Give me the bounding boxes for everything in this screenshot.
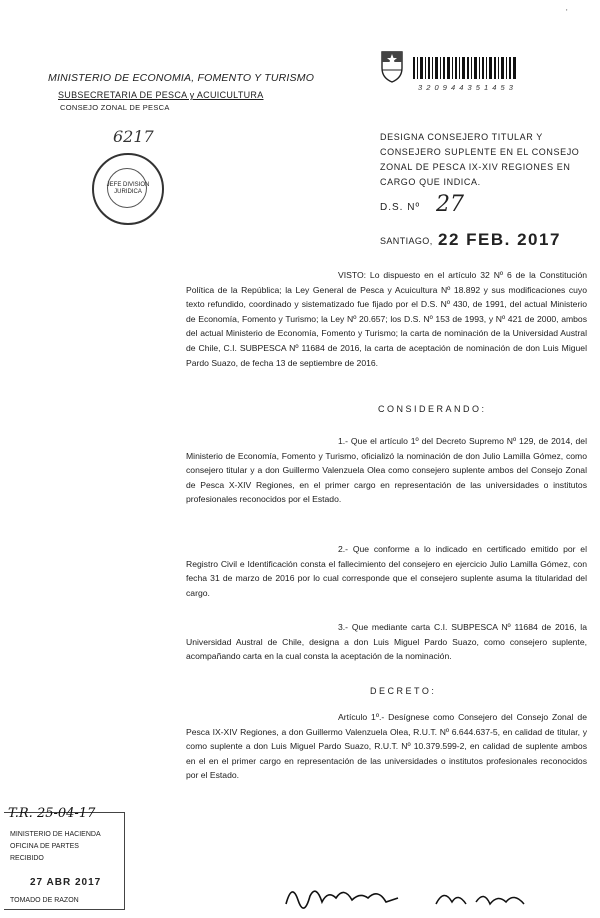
considerando-3-text: 3.- Que mediante carta C.I. SUBPESCA Nº 11684 de 2016, la Universidad Austral de Chile, designa a don Luis Miguel Pardo Suazo, como consejero suplente, acompañando carta en la cual consta la aceptación de la nominación. bbox=[186, 622, 587, 662]
top-mark: ' bbox=[566, 8, 568, 17]
folio-number: 6217 bbox=[113, 127, 154, 146]
considerando-2 bbox=[186, 542, 587, 600]
seal-text: JEFE DIVISION JURIDICA bbox=[106, 182, 150, 195]
visto-text: VISTO: Lo dispuesto en el artículo 32 Nº 6 de la Constitución Política de la República; la Ley General de Pesca y Acuicultura Nº 18.892 y sus modificaciones cuyo texto refundido, coordinado y sistematizado fue fijado por el D.S. Nº 430, de 1991, del actual Ministerio de Economía, Fomento y Turismo; la Ley Nº 20.657; los D.S. Nº 153 de 1993, y Nº 421 de 2000, ambos del actual Ministerio de Economía, Fomento y Turismo; la carta de nominación de la Universidad Austral de Chile, C.I. SUBPESCA Nº 11684 de 2016, la carta de aceptación de nominación de don Luis Miguel Pardo Suazo, de fecha 13 de septiembre de 2016. bbox=[186, 270, 587, 368]
date-stamp: 22 FEB. 2017 bbox=[438, 230, 561, 249]
articulo-1-text: Artículo 1º.- Desígnese como Consejero del Consejo Zonal de Pesca IX-XIV Regiones, a don Guillermo Valenzuela Olea, R.U.T. Nº 6.644.637-5, en calidad de titular, y como suplente a don Luis Miguel Pardo Suazo, R.U.T. Nº 10.379.599-2, en calidad de suplente ambos en el en el primer cargo en representación de las universidades o institutos profesionales reconocidos por el Estado. bbox=[186, 712, 587, 781]
barcode-number: 3 2 0 9 4 4 3 5 1 4 5 3 bbox=[418, 83, 514, 92]
council-header: CONSEJO ZONAL DE PESCA bbox=[60, 103, 170, 112]
stamp-date: 27 ABR 2017 bbox=[30, 877, 102, 888]
signature-1-icon bbox=[282, 878, 402, 910]
articulo-1 bbox=[186, 710, 587, 783]
stamp-line-1: MINISTERIO DE HACIENDA bbox=[10, 831, 101, 838]
legal-division-seal bbox=[92, 153, 164, 225]
subsecretaria-header: SUBSECRETARIA DE PESCA y ACUICULTURA bbox=[58, 90, 264, 100]
ds-label: D.S. Nº bbox=[380, 202, 421, 213]
decree-title: DESIGNA CONSEJERO TITULAR Y CONSEJERO SUPLENTE EN EL CONSEJO ZONAL DE PESCA IX-XIV REGIONES EN CARGO QUE INDICA. bbox=[380, 132, 580, 187]
considerando-3 bbox=[186, 620, 587, 664]
chile-crest-icon bbox=[378, 48, 406, 84]
considerando-1-text: 1.- Que el artículo 1º del Decreto Supremo Nº 129, de 2014, del Ministerio de Economía, Fomento y Turismo, oficializó la nominación de don Julio Lamilla Gómez, como consejero titular y a don Guillermo Valenzuela Olea como consejero suplente ambos del Consejo Zonal de Pesca X-XIV Regiones, en el primer cargo en representación de las universidades o institutos profesionales reconocidos por el Estado. bbox=[186, 436, 587, 505]
stamp-handwritten-note: T.R. 25-04-17 bbox=[8, 806, 96, 821]
barcode-icon bbox=[411, 55, 519, 81]
signature-2-icon bbox=[432, 882, 532, 910]
considerando-2-text: 2.- Que conforme a lo indicado en certificado emitido por el Registro Civil e Identificación consta el fallecimiento del consejero en ejercicio Julio Lamilla Gómez, con fecha 31 de marzo de 2016 por lo cual corresponde que el consejero suplente asuma la titularidad del cargo. bbox=[186, 544, 587, 598]
decreto-heading: DECRETO: bbox=[370, 686, 437, 696]
stamp-footer: TOMADO DE RAZON bbox=[10, 897, 79, 904]
date-label: SANTIAGO, bbox=[380, 236, 433, 246]
visto-paragraph bbox=[186, 268, 587, 370]
stamp-line-3: RECIBIDO bbox=[10, 855, 44, 862]
reception-stamp bbox=[4, 812, 125, 910]
considerando-heading: CONSIDERANDO: bbox=[378, 404, 487, 414]
stamp-line-2: OFICINA DE PARTES bbox=[10, 843, 79, 850]
ds-number: 27 bbox=[436, 192, 464, 217]
considerando-1 bbox=[186, 434, 587, 507]
ministry-header: MINISTERIO DE ECONOMIA, FOMENTO Y TURISMO bbox=[48, 72, 315, 84]
